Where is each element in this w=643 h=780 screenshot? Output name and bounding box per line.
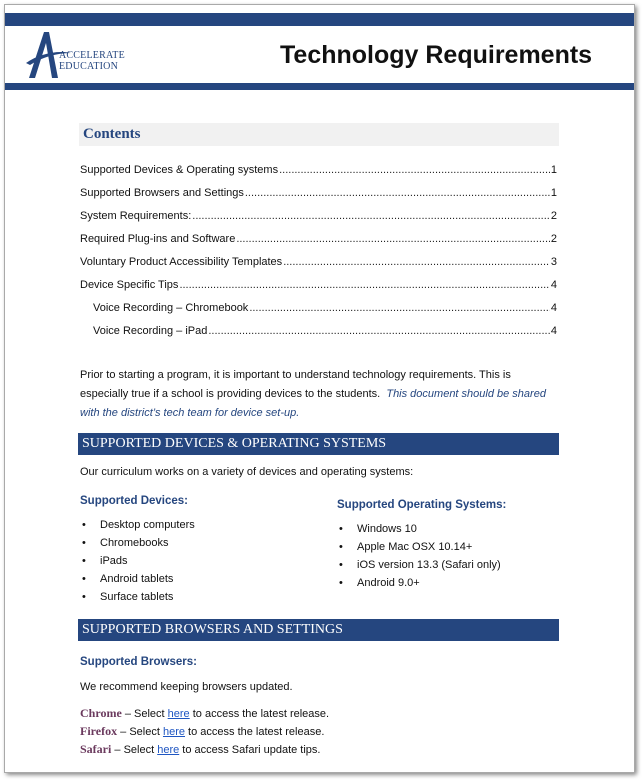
toc-entry-page: 4 bbox=[550, 279, 557, 291]
toc-entry-label: System Requirements: bbox=[80, 210, 192, 222]
toc-entry-page: 4 bbox=[550, 325, 557, 337]
toc-entry-label: Supported Browsers and Settings bbox=[80, 187, 244, 199]
toc-leader bbox=[249, 302, 550, 314]
toc-leader bbox=[236, 233, 550, 245]
toc-entry-page: 2 bbox=[550, 210, 557, 222]
browsers-section-heading-bar bbox=[78, 619, 559, 641]
toc-entry-page: 1 bbox=[550, 187, 557, 199]
toc-leader bbox=[208, 325, 550, 337]
browser-name: Firefox bbox=[80, 724, 118, 738]
browser-name: Safari bbox=[80, 742, 112, 756]
browser-pre-text: – Select bbox=[111, 744, 158, 756]
browser-name: Chrome bbox=[80, 706, 122, 720]
toc-entry-page: 1 bbox=[550, 164, 557, 176]
logo-text-accelerate: ACCELERATE bbox=[59, 50, 125, 61]
logo-text-education: EDUCATION bbox=[59, 61, 119, 72]
browser-pre-text: – Select bbox=[117, 726, 163, 738]
chrome-release-link[interactable]: here bbox=[167, 708, 190, 720]
devices-section-heading: SUPPORTED DEVICES & OPERATING SYSTEMS bbox=[82, 436, 387, 451]
os-item: • Android 9.0+ bbox=[337, 574, 501, 592]
supported-browsers-heading: Supported Browsers: bbox=[80, 656, 197, 668]
header-bottom-band bbox=[5, 83, 634, 90]
contents-title: Contents bbox=[83, 126, 141, 142]
accelerate-education-logo bbox=[25, 29, 140, 81]
toc-leader bbox=[279, 164, 550, 176]
browser-post-text: to access the latest release. bbox=[185, 726, 325, 738]
intro-paragraph bbox=[80, 366, 560, 423]
header-top-band bbox=[5, 13, 634, 26]
document-page bbox=[4, 4, 635, 773]
toc-entry[interactable] bbox=[80, 222, 557, 245]
toc-entry-label: Voluntary Product Accessibility Templates bbox=[80, 256, 283, 268]
toc-entry-page: 4 bbox=[550, 302, 557, 314]
safari-update-link[interactable]: here bbox=[157, 744, 180, 756]
toc-leader bbox=[179, 279, 549, 291]
device-item: • Surface tablets bbox=[80, 588, 195, 606]
toc-entry-label: Required Plug-ins and Software bbox=[80, 233, 236, 245]
os-list bbox=[337, 520, 501, 592]
browser-row-chrome bbox=[80, 706, 329, 721]
browser-row-firefox bbox=[80, 724, 324, 739]
supported-os-heading: Supported Operating Systems: bbox=[337, 499, 507, 511]
device-item: • iPads bbox=[80, 552, 195, 570]
intro-emphasis: This document should be shared with the district’s tech team for device set-up. bbox=[80, 388, 546, 419]
device-item: • Desktop computers bbox=[80, 516, 195, 534]
toc-entry-label: Voice Recording – iPad bbox=[93, 325, 208, 337]
toc-leader bbox=[192, 210, 550, 222]
toc-entry-label: Voice Recording – Chromebook bbox=[93, 302, 249, 314]
device-item: • Android tablets bbox=[80, 570, 195, 588]
toc-entry[interactable] bbox=[80, 176, 557, 199]
browser-post-text: to access the latest release. bbox=[189, 708, 330, 720]
toc-leader bbox=[245, 187, 550, 199]
firefox-release-link[interactable]: here bbox=[162, 726, 185, 738]
toc-entry-label: Device Specific Tips bbox=[80, 279, 179, 291]
devices-list bbox=[80, 516, 195, 606]
toc-subentry[interactable] bbox=[80, 314, 557, 337]
contents-heading-bar bbox=[79, 123, 559, 146]
toc-entry-page: 2 bbox=[550, 233, 557, 245]
toc-entry-label: Supported Devices & Operating systems bbox=[80, 164, 279, 176]
supported-devices-heading: Supported Devices: bbox=[80, 495, 188, 507]
toc-entry-page: 3 bbox=[550, 256, 557, 268]
devices-section-heading-bar bbox=[78, 433, 559, 455]
browser-post-text: to access Safari update tips. bbox=[179, 744, 321, 756]
toc-entry[interactable] bbox=[80, 268, 557, 291]
toc-subentry[interactable] bbox=[80, 291, 557, 314]
browser-pre-text: – Select bbox=[121, 708, 168, 720]
os-item: • iOS version 13.3 (Safari only) bbox=[337, 556, 501, 574]
document-title: Technology Requirements bbox=[280, 41, 593, 69]
os-item: • Windows 10 bbox=[337, 520, 501, 538]
toc-entry[interactable] bbox=[80, 153, 557, 176]
intro-text: Prior to starting a program, it is important to understand technology requirements. This is especially true if a school is providing devices to the students. bbox=[80, 369, 511, 400]
toc-leader bbox=[283, 256, 550, 268]
browsers-section-heading: SUPPORTED BROWSERS AND SETTINGS bbox=[82, 622, 343, 637]
browser-row-safari bbox=[80, 742, 320, 757]
os-item: • Apple Mac OSX 10.14+ bbox=[337, 538, 501, 556]
toc-entry[interactable] bbox=[80, 199, 557, 222]
table-of-contents bbox=[80, 153, 557, 337]
browsers-description: We recommend keeping browsers updated. bbox=[80, 681, 293, 693]
devices-description: Our curriculum works on a variety of devices and operating systems: bbox=[80, 466, 414, 478]
toc-entry[interactable] bbox=[80, 245, 557, 268]
device-item: • Chromebooks bbox=[80, 534, 195, 552]
